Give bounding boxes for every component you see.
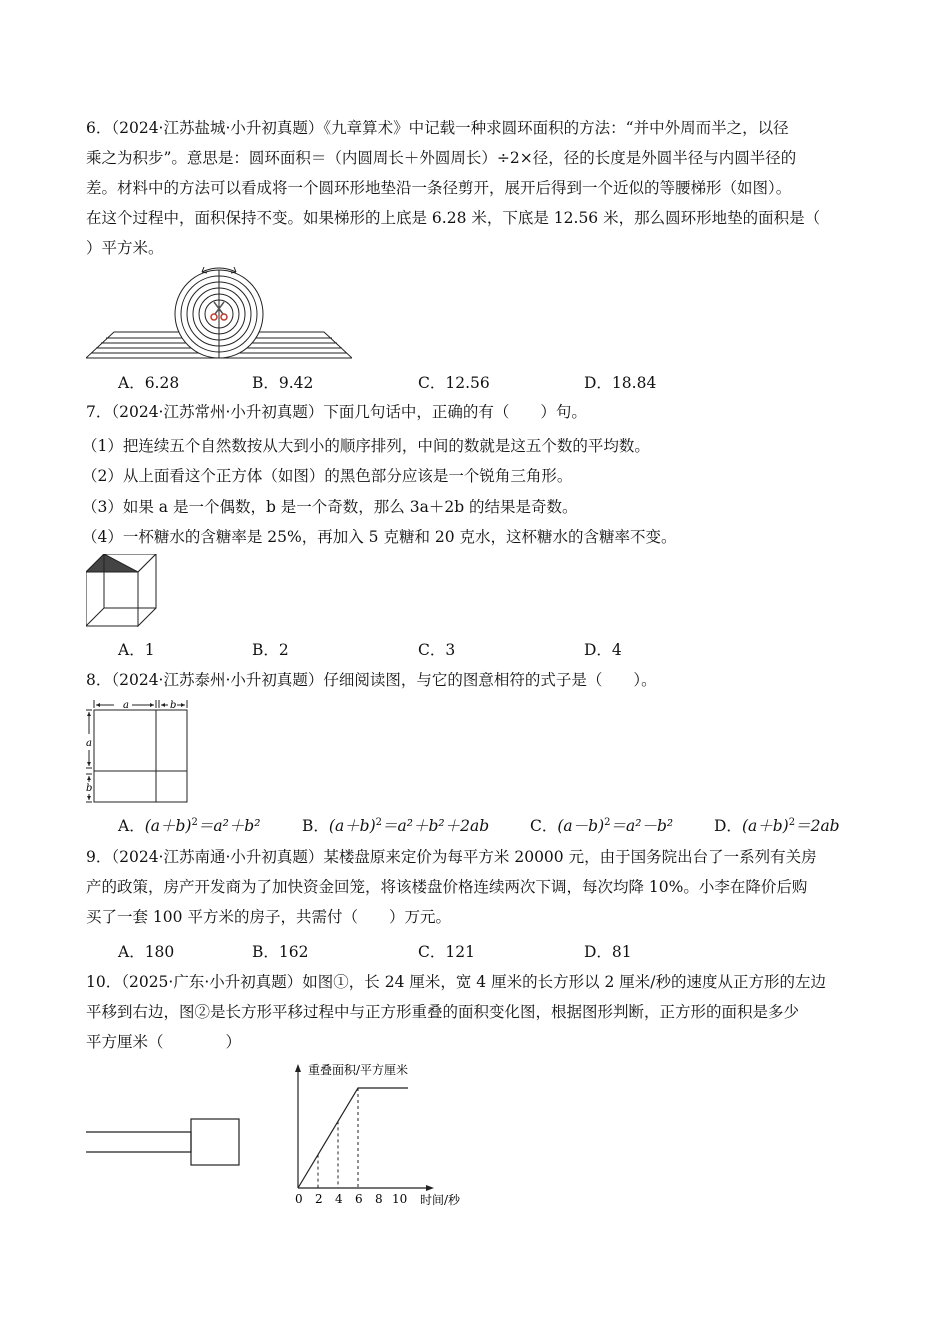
q8-option-c[interactable]: C．$(a-b)^2=a^2-b^2$ — [530, 817, 674, 835]
q10-chart — [280, 1058, 480, 1208]
q7-option-d[interactable]: D．4 — [584, 641, 622, 659]
q6-option-b[interactable]: B．9.42 — [252, 374, 314, 392]
q9-line-2: 产的政策，房产开发商为了加快资金回笼，将该楼盘价格连续两次下调，每次均降 10%。小李在降价后购 — [86, 878, 808, 896]
q8-label-b-left: b — [86, 783, 93, 794]
y-axis-arrow — [295, 1064, 301, 1072]
q6-line-2: 乘之为积步”。意思是：圆环面积＝（内圆周长＋外圆周长）÷2×径，径的长度是外圆半径与内圆半径的 — [86, 149, 797, 167]
q7-line-1: 7．（2024·江苏常州·小升初真题）下面几句话中，正确的有（ ）句。 — [86, 403, 587, 421]
q7-statement-3: （3）如果 a 是一个偶数，b 是一个奇数，那么 3a＋2b 的结果是奇数。 — [82, 498, 578, 516]
q10-figure-1 — [86, 1118, 242, 1168]
x-tick-label-0: 0 — [295, 1192, 303, 1206]
q7-statement-1: （1）把连续五个自然数按从大到小的顺序排列，中间的数就是这五个数的平均数。 — [82, 437, 650, 455]
q10-line-3: 平方厘米（ ） — [86, 1033, 242, 1051]
x-tick-label-2: 2 — [315, 1192, 323, 1206]
q6-line-5: ）平方米。 — [86, 239, 164, 257]
q8-option-d[interactable]: D．$(a+b)^2=2ab$ — [714, 817, 840, 835]
x-axis-arrow — [426, 1185, 434, 1191]
q10-line-1: 10．（2025·广东·小升初真题）如图①，长 24 厘米，宽 4 厘米的长方形以 2 厘米/秒的速度从正方形的左边 — [86, 973, 827, 991]
q7-option-b[interactable]: B．2 — [252, 641, 289, 659]
q8-option-b[interactable]: B．$(a+b)^2=a^2+b^2+2ab$ — [302, 817, 490, 835]
q6-option-a[interactable]: A．6.28 — [118, 374, 180, 392]
q6-ring-figure — [86, 262, 352, 362]
q7-cube-figure — [86, 554, 158, 628]
q6-line-1: 6．（2024·江苏盐城·小升初真题）《九章算术》中记载一种求圆环面积的方法：“并中外周而半之，以径 — [86, 119, 789, 137]
x-axis-label: 时间/秒 — [420, 1193, 461, 1207]
q6-option-c[interactable]: C．12.56 — [418, 374, 490, 392]
q9-line-3: 买了一套 100 平方米的房子，共需付（ ）万元。 — [86, 908, 451, 926]
q8-label-a-top: a — [123, 700, 129, 711]
q9-option-b[interactable]: B．162 — [252, 943, 309, 961]
q6-option-d[interactable]: D．18.84 — [584, 374, 657, 392]
q6-line-4: 在这个过程中，面积保持不变。如果梯形的上底是 6.28 米，下底是 12.56 米，那么圆环形地垫的面积是（ — [86, 209, 821, 227]
q8-label-b-top: b — [170, 700, 177, 711]
x-tick-label-6: 6 — [355, 1192, 363, 1206]
q9-option-d[interactable]: D．81 — [584, 943, 632, 961]
x-tick-label-8: 8 — [375, 1192, 383, 1206]
q7-option-c[interactable]: C．3 — [418, 641, 456, 659]
q8-square-figure — [84, 698, 190, 804]
q7-statement-2: （2）从上面看这个正方体（如图）的黑色部分应该是一个锐角三角形。 — [82, 467, 573, 485]
q7-statement-4: （4）一杯糖水的含糖率是 25%，再加入 5 克糖和 20 克水，这杯糖水的含糖率不变。 — [82, 528, 677, 546]
q10-square — [191, 1119, 239, 1165]
q9-line-1: 9．（2024·江苏南通·小升初真题）某楼盘原来定价为每平方米 20000 元，由于国务院出台了一系列有关房 — [86, 848, 817, 866]
q6-line-3: 差。材料中的方法可以看成将一个圆环形地垫沿一条径剪开，展开后得到一个近似的等腰梯形（如图）。 — [86, 179, 792, 197]
chart-series-line — [298, 1088, 408, 1188]
q8-option-a[interactable]: A．$(a+b)^2=a^2+b^2$ — [118, 817, 261, 835]
q7-option-a[interactable]: A．1 — [118, 641, 155, 659]
q8-line-1: 8．（2024·江苏泰州·小升初真题）仔细阅读图，与它的图意相符的式子是（ ）。 — [86, 671, 657, 689]
q9-option-c[interactable]: C．121 — [418, 943, 475, 961]
q10-line-2: 平移到右边，图②是长方形平移过程中与正方形重叠的面积变化图，根据图形判断，正方形的面积是多少 — [86, 1003, 800, 1021]
q8-label-a-left: a — [86, 738, 92, 749]
q9-option-a[interactable]: A．180 — [118, 943, 175, 961]
x-tick-label-4: 4 — [335, 1192, 343, 1206]
x-tick-label-10: 10 — [392, 1192, 408, 1206]
y-axis-label: 重叠面积/平方厘米 — [308, 1063, 409, 1077]
q10-rectangle — [86, 1132, 191, 1152]
